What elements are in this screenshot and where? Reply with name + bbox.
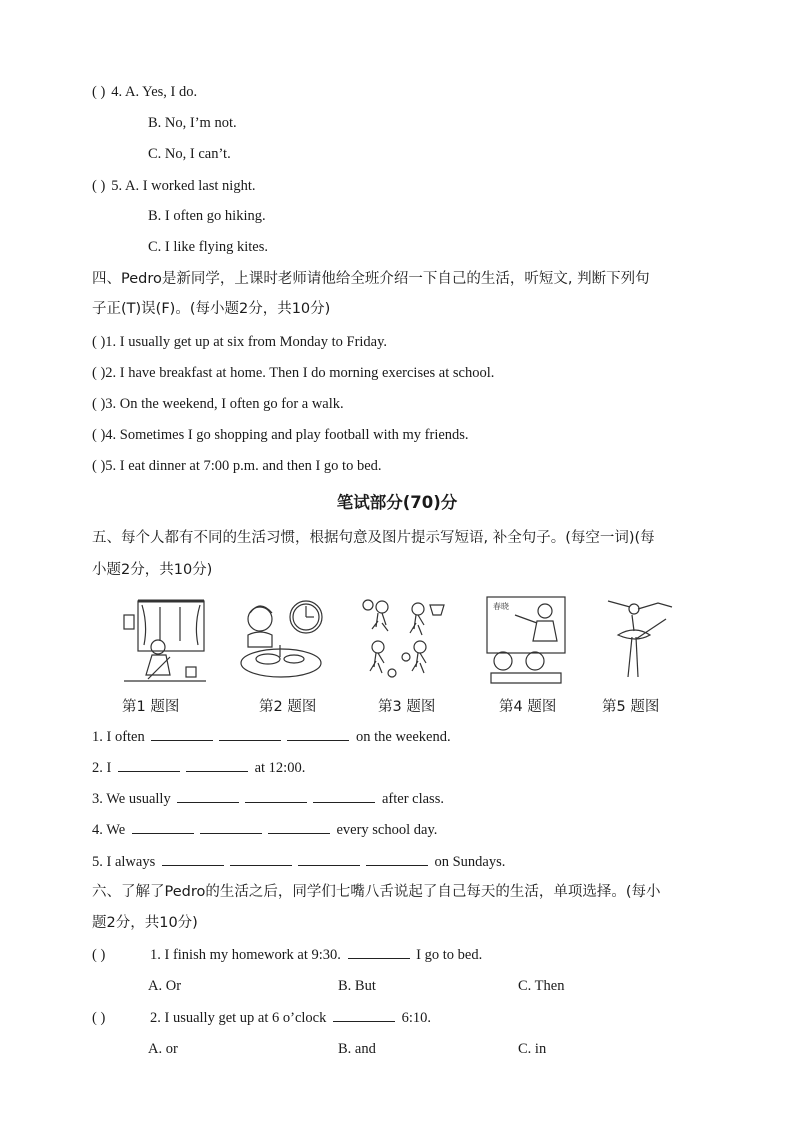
fill-item-text: every school day.	[336, 822, 438, 838]
fill-item-text: 3. We usually	[92, 791, 171, 807]
answer-blank[interactable]	[333, 1009, 395, 1022]
section6-title-line1: 六、了解了Pedro的生活之后，同学们七嘴八舌说起了自己每天的生活，单项选择。(每小	[92, 884, 661, 900]
caption-4: 第4 题图	[499, 699, 557, 715]
fill-item-3	[92, 789, 444, 809]
tf-item-4: ( )4. Sometimes I go shopping and play football with my friends.	[92, 427, 469, 443]
mc-question-1	[92, 945, 482, 965]
question-text: I go to bed.	[416, 947, 483, 963]
caption-2: 第2 题图	[259, 699, 317, 715]
fill-item-2	[92, 758, 305, 778]
tf-item-1: ( )1. I usually get up at six from Monday to Friday.	[92, 334, 388, 350]
answer-blank[interactable]	[366, 853, 428, 866]
fill-item-5	[92, 852, 505, 872]
fill-item-text: 1. I often	[92, 729, 145, 745]
section5-title-line2: 小题2分，共10分)	[92, 562, 213, 578]
picture-2-eating-lunch	[236, 595, 326, 685]
mc1-option-a: A. Or	[148, 978, 182, 994]
answer-blank[interactable]	[245, 790, 307, 803]
answer-paren: ( )	[92, 1010, 106, 1026]
picture-3-playing-sports	[356, 595, 446, 685]
answer-blank[interactable]	[219, 728, 281, 741]
fill-item-text: 5. I always	[92, 854, 156, 870]
question-text: 1. I finish my homework at 9:30.	[150, 947, 341, 963]
option-b: B. I often go hiking.	[148, 208, 266, 224]
section4-title-line1: 四、Pedro是新同学，上课时老师请他给全班介绍一下自己的生活，听短文, 判断下列句	[92, 271, 650, 287]
blackboard-text: 春晓	[493, 602, 509, 611]
answer-blank[interactable]	[348, 946, 410, 959]
mc2-option-c: C. in	[518, 1041, 547, 1057]
answer-blank[interactable]	[230, 853, 292, 866]
option-a: A. Yes, I do.	[125, 84, 198, 100]
fill-item-4	[92, 820, 437, 840]
question-text: 2. I usually get up at 6 o’clock	[150, 1010, 327, 1026]
section6-title-line2: 题2分，共10分)	[92, 915, 198, 931]
answer-paren: ( )	[92, 947, 106, 963]
question-number: 4.	[111, 84, 123, 100]
option-b: B. No, I’m not.	[148, 115, 237, 131]
question-text: 6:10.	[401, 1010, 432, 1026]
option-a: A. I worked last night.	[125, 178, 256, 194]
fill-item-text: at 12:00.	[254, 760, 306, 776]
tf-item-5: ( )5. I eat dinner at 7:00 p.m. and then I go to bed.	[92, 458, 382, 474]
mc2-option-b: B. and	[338, 1041, 376, 1057]
question-5-stem	[92, 176, 255, 196]
answer-blank[interactable]	[298, 853, 360, 866]
answer-blank[interactable]	[177, 790, 239, 803]
section5-title-line1: 五、每个人都有不同的生活习惯，根据句意及图片提示写短语, 补全句子。(每空一词)(每	[92, 530, 655, 546]
option-c: C. I like flying kites.	[148, 239, 269, 255]
answer-blank[interactable]	[151, 728, 213, 741]
caption-3: 第3 题图	[378, 699, 436, 715]
tf-item-2: ( )2. I have breakfast at home. Then I do morning exercises at school.	[92, 365, 495, 381]
answer-blank[interactable]	[268, 821, 330, 834]
mc1-option-c: C. Then	[518, 978, 565, 994]
answer-blank[interactable]	[162, 853, 224, 866]
picture-1-sweeping-floor	[120, 595, 210, 685]
answer-paren: ( )	[92, 84, 106, 100]
answer-blank[interactable]	[200, 821, 262, 834]
picture-5-ballet-dancer	[596, 595, 686, 685]
mc2-option-a: A. or	[148, 1041, 178, 1057]
caption-5: 第5 题图	[602, 699, 660, 715]
mc-question-2	[92, 1008, 431, 1028]
fill-item-text: 2. I	[92, 760, 112, 776]
answer-paren: ( )	[92, 178, 106, 194]
picture-4-classroom	[485, 595, 575, 685]
fill-item-text: 4. We	[92, 822, 126, 838]
answer-blank[interactable]	[186, 759, 248, 772]
answer-blank[interactable]	[118, 759, 180, 772]
answer-blank[interactable]	[313, 790, 375, 803]
fill-item-text: on Sundays.	[434, 854, 506, 870]
tf-item-3: ( )3. On the weekend, I often go for a walk.	[92, 396, 344, 412]
fill-item-1	[92, 727, 451, 747]
mc1-option-b: B. But	[338, 978, 376, 994]
question-4-stem	[92, 82, 197, 102]
question-number: 5.	[111, 178, 123, 194]
caption-1: 第1 题图	[122, 699, 180, 715]
section4-title-line2: 子正(T)误(F)。(每小题2分，共10分)	[92, 301, 331, 317]
fill-item-text: after class.	[381, 791, 444, 807]
answer-blank[interactable]	[132, 821, 194, 834]
option-c: C. No, I can’t.	[148, 146, 231, 162]
answer-blank[interactable]	[287, 728, 349, 741]
fill-item-text: on the weekend.	[356, 729, 451, 745]
written-part-heading: 笔试部分(70)分	[336, 493, 458, 512]
